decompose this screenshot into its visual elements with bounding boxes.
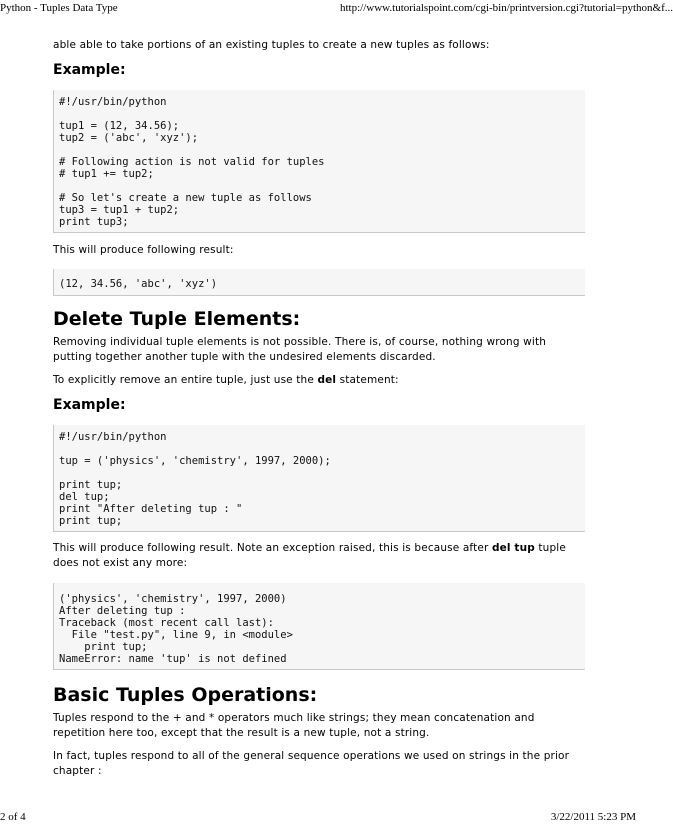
header-url: http://www.tutorialspoint.com/cgi-bin/printversion.cgi?tutorial=python&f... — [340, 2, 673, 14]
result-text-1: This will produce following result: — [53, 244, 234, 256]
result2-keyword: del tup — [491, 542, 535, 554]
footer-page-number: 2 of 4 — [0, 811, 26, 823]
example-heading-2: Example: — [53, 397, 126, 413]
basic-operations-heading: Basic Tuples Operations: — [53, 684, 318, 706]
output-block-1: (12, 34.56, 'abc', 'xyz') — [53, 269, 585, 296]
delete-tuple-heading: Delete Tuple Elements: — [53, 308, 301, 330]
delete-paragraph: Removing individual tuple elements is not possible. There is, of course, nothing wrong with putting together another tuple with the undesired elements discarded. — [53, 336, 547, 363]
del-para-after: statement: — [336, 374, 399, 386]
del-para-before: To explicitly remove an entire tuple, just use the — [53, 374, 318, 386]
del-keyword: del — [317, 374, 337, 386]
result2-after: tuple does not exist any more: — [53, 542, 566, 569]
print-header — [0, 2, 673, 16]
result2-before: This will produce following result. Note an exception raised, this is because after — [53, 542, 492, 554]
code-block-1: #!/usr/bin/python tup1 = (12, 34.56); tup2 = ('abc', 'xyz'); # Following action is not valid for tuples # tup1 += tup2; # So let's create a new tuple as follows tup3 = tup1 + tup2; print tup3; — [53, 90, 585, 233]
code-block-2: #!/usr/bin/python tup = ('physics', 'chemistry', 1997, 2000); print tup; del tup; print "After deleting tup : " print tup; — [53, 425, 585, 532]
article-content — [53, 38, 585, 779]
header-page-title: Python - Tuples Data Type — [0, 2, 118, 14]
intro-text: able able to take portions of an existing tuples to create a new tuples as follows: — [53, 39, 490, 51]
footer-timestamp: 3/22/2011 5:23 PM — [550, 811, 636, 823]
output-block-2: ('physics', 'chemistry', 1997, 2000) After deleting tup : Traceback (most recent call last): File "test.py", line 9, in <module> print tup; NameError: name 'tup' is not defined — [53, 583, 585, 670]
del-statement-paragraph — [53, 373, 585, 388]
operations-paragraph-2: In fact, tuples respond to all of the general sequence operations we used on strings in the prior chapter : — [53, 750, 570, 777]
example-heading: Example: — [53, 62, 126, 78]
print-footer — [0, 811, 638, 825]
operations-paragraph-1: Tuples respond to the + and * operators much like strings; they mean concatenation and repetition here too, except that the result is a new tuple, not a string. — [53, 712, 535, 739]
result-text-2 — [53, 541, 585, 571]
